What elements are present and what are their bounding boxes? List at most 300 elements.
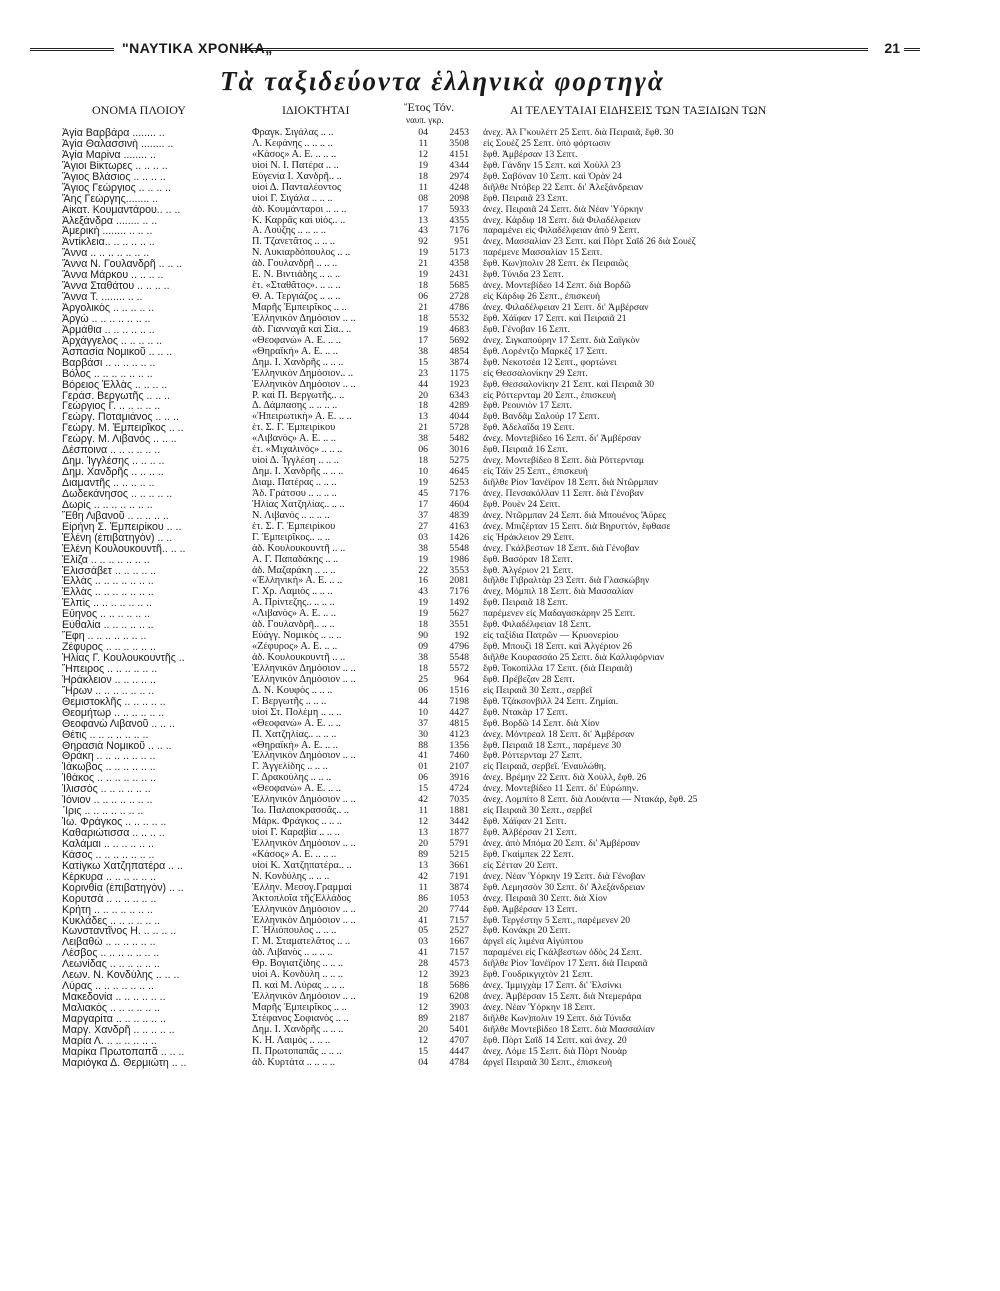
build-year: 21	[418, 303, 428, 313]
voyage-news: εἰς Κάρδιφ 26 Σεπτ., ἐπισκευὴ	[483, 292, 600, 303]
ship-owner: ἀδ. Γουλανδρῆ.. .. ..	[252, 620, 335, 631]
voyage-news: ἔφθ. Γένοβαν 16 Σεπτ.	[483, 324, 571, 335]
ship-owner: Ἑλληνικὸν Δημόσιον .. ..	[252, 992, 356, 1003]
voyage-news: ἔφθ. Ἀδελαΐδα 19 Σεπτ.	[483, 423, 575, 434]
ship-name: Ἰλισσὸς .. .. .. .. .. ..	[62, 784, 151, 796]
ship-owner: Γ. Χρ. Λαμιὸς .. .. ..	[252, 587, 333, 598]
build-year: 17	[418, 499, 428, 510]
build-year: 06	[418, 773, 428, 784]
table-row	[0, 631, 1000, 642]
ship-name: Καλάμαι .. .. .. .. .. ..	[62, 838, 154, 850]
ship-owner: Δημ. Ι. Χανδρῆς .. .. ..	[252, 467, 344, 478]
gross-tonnage: 3442	[449, 817, 469, 828]
table-row	[0, 555, 1000, 566]
gross-tonnage: 1877	[449, 828, 469, 838]
voyage-news: ἔφθ. Ἀμβέρσαν 13 Σεπτ.	[483, 149, 578, 160]
ship-name: Κέρκυρα .. .. .. .. .. ..	[62, 871, 157, 883]
gross-tonnage: 1667	[449, 937, 469, 948]
ship-owner: Εὐάγγ. Νομικὸς .. .. ..	[252, 631, 342, 642]
table-row	[0, 741, 1000, 752]
voyage-news: διῆλθε Γιβραλτὰρ 23 Σεπτ. διὰ Γλασκώβην	[483, 576, 650, 587]
table-row	[0, 708, 1000, 719]
table-row	[0, 861, 1000, 872]
table-row	[0, 916, 1000, 927]
table-row	[0, 434, 1000, 445]
gross-tonnage: 2728	[449, 292, 469, 303]
voyage-news: ἔφθ. Ἀλγέριον 21 Σεπτ.	[483, 565, 574, 576]
table-row	[0, 970, 1000, 981]
ship-owner: Ἑλληνικὸν Δημόσιον .. ..	[252, 674, 356, 685]
ship-name: Ἁγία Θαλασσινὴ ........ ..	[62, 138, 174, 150]
ship-name: Δημ. Χανδρῆς .. .. .. ..	[62, 467, 164, 478]
column-header-owner: ΙΔΙΟΚΤΗΤΑΙ	[282, 103, 350, 117]
header-rule	[240, 48, 868, 51]
build-year: 37	[418, 510, 428, 521]
build-year: 89	[418, 1013, 428, 1024]
ship-name: Ἰάκωβος .. .. .. .. .. ..	[62, 762, 156, 774]
ship-owner: υἱοὶ Α. Κονδύλη .. .. ..	[252, 970, 344, 981]
ship-owner: Γ. Βεργωτῆς .. .. ..	[252, 696, 327, 707]
voyage-news: ἔφθ. Θεσσαλονίκην 21 Σεπτ. καὶ Πειραιᾶ 30	[483, 379, 655, 390]
ship-name: Ἔφη .. .. .. .. .. .. ..	[62, 631, 147, 643]
gross-tonnage: 4248	[449, 182, 469, 193]
ship-name: Ἰόνιον .. .. .. .. .. .. ..	[62, 795, 153, 807]
ship-owner: Ν. Λυκιαρδόπουλος .. ..	[252, 248, 351, 259]
gross-tonnage: 6343	[449, 390, 469, 401]
gross-tonnage: 4123	[449, 729, 469, 740]
gross-tonnage: 5548	[449, 543, 469, 554]
gross-tonnage: 4839	[449, 510, 469, 521]
build-year: 37	[418, 718, 428, 729]
ship-name: Καθαριώτισσα .. .. .. ..	[62, 828, 165, 839]
gross-tonnage: 4786	[449, 303, 469, 313]
ship-owner: Εὐγενία Ι. Χανδρῆ.. ..	[252, 171, 342, 182]
ship-name: Ζέφυρος .. .. .. .. .. ..	[62, 642, 156, 653]
gross-tonnage: 3661	[449, 860, 469, 871]
gross-tonnage: 6208	[449, 992, 469, 1003]
ship-name: Ἅης Γεώργης........ ..	[62, 193, 159, 205]
build-year: 18	[418, 171, 428, 182]
gross-tonnage: 3016	[449, 445, 469, 456]
gross-tonnage: 4784	[449, 1057, 469, 1068]
gross-tonnage: 1923	[449, 379, 469, 390]
table-row	[0, 664, 1000, 675]
table-row	[0, 839, 1000, 850]
gross-tonnage: 4151	[449, 149, 469, 160]
voyage-news: ἀνεχ. Λόμε 15 Σεπτ. διὰ Πὸρτ Νουὰρ	[483, 1046, 627, 1057]
voyage-news: ἔφθ. Φιλαδέλφειαν 18 Σεπτ.	[483, 620, 592, 631]
ship-owner: υἱοὶ Γ. Σιγάλα .. .. ..	[252, 193, 333, 204]
table-row	[0, 948, 1000, 959]
table-row	[0, 686, 1000, 697]
ship-owner: «Θηραϊκὴ» Α. Ε. .. ..	[252, 740, 338, 751]
voyage-news: διῆλθε Ρίον Ἰανέϊρον 17 Σεπτ. διὰ Πειραιᾶ	[483, 959, 648, 970]
ship-name: Ἑλένη (ἐπιβατηγὸν) .. ..	[62, 532, 173, 544]
voyage-news: ἔφθ. Νεκοτσέα 12 Σεπτ., φορτώνει	[483, 357, 617, 368]
build-year: 01	[418, 762, 428, 773]
gross-tonnage: 3903	[449, 1003, 469, 1013]
ship-owner: «Κάσος» Α. Ε. .. .. ..	[252, 849, 337, 860]
gross-tonnage: 7744	[449, 904, 469, 915]
build-year: 11	[418, 138, 428, 149]
voyage-news: ἔφθ. Ρουὲν 24 Σεπτ.	[483, 499, 561, 510]
gross-tonnage: 4815	[449, 718, 469, 729]
build-year: 43	[418, 587, 428, 598]
ship-name: Λεωνίδας .. .. .. .. .. ..	[62, 959, 160, 971]
build-year: 15	[418, 357, 428, 368]
table-row	[0, 675, 1000, 686]
gross-tonnage: 1492	[449, 598, 469, 609]
ship-owner: «Ζέφυρος» Α. Ε. .. ..	[252, 642, 338, 653]
gross-tonnage: 7198	[449, 696, 469, 707]
ship-name: Ἁρμάθια .. .. .. .. .. ..	[62, 324, 155, 336]
ship-name: Κορυτσὰ .. .. .. .. .. ..	[62, 893, 157, 905]
ship-table	[0, 128, 1000, 1069]
gross-tonnage: 2527	[449, 926, 469, 937]
build-year: 13	[418, 828, 428, 838]
voyage-news: ἀνεχ. Πειραιᾶ 24 Σεπτ. διὰ Νέαν Ὑόρκην	[483, 204, 644, 215]
table-row	[0, 314, 1000, 325]
voyage-news: ἔφθ. Λορέντζο Μαρκὲζ 17 Σεπτ.	[483, 346, 608, 357]
table-row	[0, 992, 1000, 1003]
ship-name: Μαρίκα Πρωτοπαπᾶ .. .. ..	[62, 1046, 185, 1058]
ship-name: Θεμιστοκλῆς .. .. .. .. ..	[62, 696, 166, 708]
gross-tonnage: 951	[454, 237, 469, 248]
voyage-news: ἀνεχ. Μοντεβίδεο 16 Σεπτ. δι' Ἀμβέρσαν	[483, 434, 641, 445]
gross-tonnage: 4044	[449, 412, 469, 423]
voyage-news: διῆλθε Κων)πολιν 19 Σεπτ. διὰ Τύνιδα	[483, 1013, 631, 1024]
ship-owner: ἀδ. Κυρτάτα .. .. .. ..	[252, 1057, 336, 1068]
gross-tonnage: 5401	[449, 1024, 469, 1035]
voyage-news: ἀνεχ. Φιλαδέλφειαν 21 Σεπτ. δι' Ἀμβέρσαν	[483, 303, 649, 313]
ship-owner: Π. καὶ Μ. Λύρας .. .. ..	[252, 981, 345, 992]
build-year: 19	[418, 598, 428, 609]
ship-name: Ἀργὼ .. .. .. .. .. .. ..	[62, 313, 151, 325]
table-row	[0, 598, 1000, 609]
ship-owner: Ἑλληνικὸν Δημόσιον.. ..	[252, 368, 354, 379]
table-row	[0, 172, 1000, 183]
voyage-news: ἔφθ. Γκαίμπεκ 22 Σεπτ.	[483, 849, 574, 860]
gross-tonnage: 4163	[449, 521, 469, 532]
ship-name: Γεώργ. Μ. Λιβανὸς .. .. ..	[62, 434, 177, 446]
ship-name: Ἀσπασία Νομικοῦ .. .. ..	[62, 346, 173, 358]
build-year: 27	[418, 521, 428, 532]
gross-tonnage: 4344	[449, 160, 469, 171]
voyage-news: ἀνεχ. Μόντρεαλ 18 Σεπτ. δι' Ἀμβέρσαν	[483, 729, 635, 740]
build-year: 22	[418, 565, 428, 576]
gross-tonnage: 2974	[449, 171, 469, 182]
voyage-news: ἔφθ. Χάϊφαν 17 Σεπτ. καὶ Πειραιᾶ 21	[483, 313, 627, 324]
table-row	[0, 981, 1000, 992]
table-row	[0, 544, 1000, 555]
ship-name: Δωρὶς .. .. .. .. .. .. ..	[62, 499, 153, 511]
voyage-news: ἀργεῖ εἰς λιμένα Αἰγύπτου	[483, 937, 583, 948]
ship-name: Μαργ. Χανδρῆ .. .. .. .. ..	[62, 1024, 175, 1036]
voyage-news: ἔφθ. Βανδᾶμ Σαλούρ 17 Σεπτ.	[483, 412, 600, 423]
build-year: 16	[418, 576, 428, 587]
voyage-news: ἔφθ. Γουδρικγιχτὸν 21 Σεπτ.	[483, 970, 593, 981]
voyage-news: ἔφθ. Λεμησσὸν 30 Σεπτ. δι' Ἀλεξάνδρειαν	[483, 882, 645, 893]
table-row	[0, 205, 1000, 216]
ship-name: Εἰρήνη Σ. Ἐμπειρίκου .. ..	[62, 521, 182, 533]
build-year: 30	[418, 729, 428, 740]
ship-name: Αἰκατ. Κουμαντάρου.. .. ..	[62, 204, 181, 216]
build-year: 43	[418, 226, 428, 237]
ship-owner: ἀδ. Κουλουκουντῆ .. ..	[252, 543, 346, 554]
ship-name: Βόρειος Ἑλλὰς .. .. .. ..	[62, 379, 168, 391]
gross-tonnage: 4447	[449, 1046, 469, 1057]
voyage-news: εἰς Ρόττερνταμ 20 Σεπτ., ἐπισκευὴ	[483, 390, 616, 401]
ship-owner: ἑτ. «Σταθᾶτος». .. .. ..	[252, 281, 341, 292]
build-year: 05	[418, 926, 428, 937]
ship-name: Ἄννα Μάρκου .. .. .. ..	[62, 270, 164, 282]
gross-tonnage: 1986	[449, 554, 469, 565]
build-year: 18	[418, 663, 428, 674]
build-year: 13	[418, 215, 428, 226]
voyage-news: παρέμενε Μασσαλίαν 15 Σεπτ.	[483, 248, 603, 259]
ship-owner: ἑτ. «Μιχαλινὸς» .. .. ..	[252, 445, 343, 456]
gross-tonnage: 5572	[449, 663, 469, 674]
ship-owner: Ἀκτοπλοΐα τῆςἙλλάδος	[252, 893, 351, 904]
voyage-news: ἔφθ. Χάϊφαν 21 Σεπτ.	[483, 817, 567, 828]
voyage-news: ἀνεχ. Μόμπιλ 18 Σεπτ. διὰ Μασσαλίαν	[483, 587, 634, 598]
gross-tonnage: 3508	[449, 138, 469, 149]
ship-name: Ἤπειρος .. .. .. .. .. ..	[62, 663, 158, 675]
gross-tonnage: 7157	[449, 915, 469, 926]
voyage-news: ἔφθ. Τεργέστην 5 Σεπτ., παρέμενεν 20	[483, 915, 631, 926]
ship-name: Γεώργ. Μ. Ἐμπειρῖκος .. ..	[62, 423, 184, 435]
table-row	[0, 303, 1000, 314]
voyage-news: εἰς Πειραιᾶ 30 Σεπτ., σερβεῖ	[483, 806, 593, 817]
gross-tonnage: 2431	[449, 270, 469, 281]
build-year: 11	[418, 882, 428, 893]
table-row	[0, 883, 1000, 894]
voyage-news: ἔφθ. Κων)πολιν 28 Σεπτ. ἐκ Πειραιῶς	[483, 259, 629, 270]
table-row	[0, 905, 1000, 916]
table-row	[0, 806, 1000, 817]
table-row	[0, 653, 1000, 664]
voyage-news: διῆλθε Ρίον Ἰανέϊρον 18 Σεπτ. διὰ Ντῶρμπαν	[483, 478, 658, 488]
build-year: 19	[418, 270, 428, 281]
ship-name: Ἄννα .. .. .. .. .. .. ..	[62, 248, 150, 260]
table-row	[0, 478, 1000, 489]
voyage-news: εἰς Ἡράκλειον 29 Σεπτ.	[483, 532, 575, 543]
gross-tonnage: 4683	[449, 324, 469, 335]
ship-owner: ἀδ. Γουλανδρῆ .. .. ..	[252, 259, 338, 270]
gross-tonnage: 1175	[449, 368, 469, 379]
ship-name: Κρήτη .. .. .. .. .. .. ..	[62, 904, 153, 916]
build-year: 10	[418, 467, 428, 478]
voyage-news: ἀνεχ. Ἀλ Γ'κουλέττ 25 Σεπτ. διὰ Πειραιᾶ, ἔφθ. 30	[483, 128, 674, 138]
table-row	[0, 412, 1000, 423]
ship-name: Δημ. Ἰγγλέσης .. .. .. ..	[62, 456, 165, 468]
gross-tonnage: 4604	[449, 499, 469, 510]
ship-name: Μακεδονία .. .. .. .. .. ..	[62, 992, 166, 1003]
build-year: 41	[418, 751, 428, 762]
table-row	[0, 566, 1000, 577]
voyage-news: εἰς Τάϊν 25 Σεπτ., ἐπισκευὴ	[483, 467, 588, 478]
table-row	[0, 194, 1000, 205]
ship-name: Λέσβος .. .. .. .. .. .. ..	[62, 948, 160, 960]
voyage-news: ἀνεχ. Νέαν Ὑόρκην 19 Σεπτ. διὰ Γένοβαν	[483, 871, 646, 882]
ship-owner: Ἑλληνικὸν Δημόσιον .. ..	[252, 904, 356, 915]
ship-name: Ἑλένη Κουλουκουντῆ.. .. ..	[62, 543, 186, 555]
voyage-news: ἀνεχ. Πενσακόλλαν 11 Σεπτ. διὰ Γένοβαν	[483, 488, 644, 499]
table-row	[0, 576, 1000, 587]
ship-name: Διαμαντῆς .. .. .. .. ..	[62, 478, 155, 489]
table-row	[0, 347, 1000, 358]
voyage-news: παραμένει εἰς Γκάλβεστων ὁδὸς 24 Σεπτ.	[483, 948, 642, 959]
ship-owner: ἑτ. Σ. Γ. Ἐμπειρίκου	[252, 423, 336, 434]
build-year: 19	[418, 554, 428, 565]
build-year: 18	[418, 620, 428, 631]
build-year: 11	[418, 806, 428, 817]
table-row	[0, 248, 1000, 259]
ship-name: Ἡλίας Γ. Κουλουκουντῆς ..	[62, 653, 185, 664]
build-year: 17	[418, 204, 428, 215]
ship-owner: ἀδ. Μαζαράκη .. .. ..	[252, 565, 336, 576]
ship-name: Μαριόγκα Δ. Θερμιώτη .. ..	[62, 1057, 187, 1069]
ship-owner: Ν. Κονδύλης .. .. ..	[252, 871, 330, 882]
voyage-news: ἀνεχ. Νέαν Ὑόρκην 18 Σεπτ.	[483, 1003, 596, 1013]
build-year: 20	[418, 904, 428, 915]
ship-name: Λεων. Ν. Κονδύλης .. .. ..	[62, 970, 180, 982]
build-year: 18	[418, 281, 428, 292]
build-year: 03	[418, 532, 428, 543]
table-row	[0, 937, 1000, 948]
ship-name: Βαρβάσι .. .. .. .. .. ..	[62, 357, 156, 369]
table-row	[0, 216, 1000, 227]
ship-owner: «Θηραϊκὴ» Α. Ε. .. ..	[252, 346, 338, 357]
voyage-news: παρέμενεν εἰς Μαδαγασκάρην 25 Σεπτ.	[483, 609, 636, 620]
ship-name: Βόλος .. .. .. .. .. .. ..	[62, 368, 153, 380]
ship-owner: «Ἑλληνικὴ» Α. Ε. .. ..	[252, 576, 343, 587]
gross-tonnage: 7157	[449, 948, 469, 959]
build-year: 17	[418, 335, 428, 346]
gross-tonnage: 4289	[449, 401, 469, 412]
ship-owner: «Ἠπειρωτικὴ» Α. Ε. .. ..	[252, 412, 352, 423]
ship-name: Ἅγιος Γεώργιος .. .. .. ..	[62, 182, 172, 194]
ship-owner: Α. Λούζης .. .. .. ..	[252, 226, 326, 237]
table-row	[0, 281, 1000, 292]
gross-tonnage: 5173	[449, 248, 469, 259]
gross-tonnage: 3923	[449, 970, 469, 981]
build-year: 38	[418, 346, 428, 357]
ship-name: Ἄννα Σταθάτου .. .. .. ..	[62, 281, 170, 293]
build-year: 23	[418, 368, 428, 379]
ship-owner: Ἑλληνικὸν Δημόσιον .. ..	[252, 751, 356, 762]
gross-tonnage: 5532	[449, 313, 469, 324]
voyage-news: διῆλθε Κουρασσάο 25 Σεπτ. διὰ Καλλιφόρνιαν	[483, 653, 665, 663]
voyage-news: ἀνεχ. Μοντεβίδεο 11 Σεπτ. δι' Εὐρώπην.	[483, 784, 639, 795]
table-row	[0, 489, 1000, 500]
ship-owner: Κ. Η. Λαιμὸς .. .. ..	[252, 1035, 331, 1046]
build-year: 13	[418, 412, 428, 423]
build-year: 18	[418, 981, 428, 992]
gross-tonnage: 3874	[449, 357, 469, 368]
table-row	[0, 456, 1000, 467]
ship-name: Κυκλάδες .. .. .. .. .. ..	[62, 915, 161, 927]
table-row	[0, 817, 1000, 828]
ship-name: Ἁγία Βαρβάρα ........ ..	[62, 128, 165, 139]
build-year: 11	[418, 182, 428, 193]
table-row	[0, 642, 1000, 653]
table-row	[0, 139, 1000, 150]
gross-tonnage: 7176	[449, 226, 469, 237]
build-year: 42	[418, 795, 428, 806]
gross-tonnage: 4358	[449, 259, 469, 270]
ship-name: Θράκη .. .. .. .. .. .. ..	[62, 751, 156, 763]
ship-owner: υἱοὶ Γ. Καραβία .. .. ..	[252, 828, 340, 838]
voyage-news: ἀνεχ. Πειραιᾶ 30 Σεπτ. διὰ Χίον	[483, 893, 608, 904]
ship-owner: Π. Τζανετᾶτος .. .. ..	[252, 237, 336, 248]
voyage-news: εἰς Σουὲζ 25 Σεπτ. ὑπὸ φόρτωσιν	[483, 138, 611, 149]
voyage-news: διῆλθε Ντόβερ 22 Σεπτ. δι' Ἀλεξάνδρειαν	[483, 182, 643, 193]
voyage-news: ἀνεχ. Γκάλβεστων 18 Σεπτ. διὰ Γένοβαν	[483, 543, 639, 554]
ship-owner: «Λιβανὸς» Α. Ε. .. ..	[252, 609, 336, 620]
build-year: 18	[418, 456, 428, 467]
ship-name: Ἡράκλειον .. .. .. .. ..	[62, 674, 156, 686]
build-year: 90	[418, 631, 428, 642]
ship-owner: Α. Πρίντεζης.. .. .. ..	[252, 598, 335, 609]
column-header-name: ΟΝΟΜΑ ΠΛΟΙΟΥ	[92, 103, 186, 117]
voyage-news: ἀνεχ. Κάρδιφ 18 Σεπτ. διὰ Φιλαδέλφειαν	[483, 215, 641, 226]
ship-owner: Α. Γ. Παπαδάκης .. ..	[252, 554, 339, 565]
gross-tonnage: 3551	[449, 620, 469, 631]
ship-owner: Π. Πρωτοπαπᾶς .. .. ..	[252, 1046, 342, 1057]
gross-tonnage: 2107	[449, 762, 469, 773]
ship-owner: ἀδ. Κουμάνταροι .. .. ..	[252, 204, 347, 215]
ship-name: Δωδεκάνησος .. .. .. .. ..	[62, 488, 173, 500]
ship-name: Ἄννα Ν. Γουλανδρῆ .. .. ..	[62, 259, 183, 271]
gross-tonnage: 964	[454, 674, 469, 685]
gross-tonnage: 4645	[449, 467, 469, 478]
gross-tonnage: 1356	[449, 740, 469, 751]
build-year: 04	[418, 1057, 428, 1068]
ship-name: Ἰω. Φράγκος .. .. .. .. ..	[62, 817, 167, 828]
page-header	[30, 40, 920, 58]
ship-name: Ἀντίκλεια.. .. .. .. .. ..	[62, 237, 155, 249]
voyage-news: ἔφθ. Τοκοπίλλα 17 Σεπτ. (διὰ Πειραιᾶ)	[483, 663, 633, 674]
table-row	[0, 150, 1000, 161]
gross-tonnage: 3874	[449, 882, 469, 893]
build-year: 15	[418, 1046, 428, 1057]
ship-owner: Μαρῆς Ἐμπειρῖκος .. ..	[252, 1003, 347, 1013]
ship-owner: Ἑλληνικὸν Δημόσιον .. ..	[252, 838, 356, 849]
voyage-news: ἔφθ. Κονάκρι 20 Σεπτ.	[483, 926, 571, 937]
column-header-year-ton: Ἔτος Τόν.	[404, 100, 455, 114]
build-year: 12	[418, 817, 428, 828]
voyage-news: ἀνεχ. Ἰμμιγχὰμ 17 Σεπτ. δι' Ἑλσίνκι	[483, 981, 622, 992]
table-row	[0, 380, 1000, 391]
build-year: 19	[418, 609, 428, 620]
ship-owner: «Κάσος» Α. Ε. .. .. ..	[252, 149, 337, 160]
table-row	[0, 1014, 1000, 1025]
table-row	[0, 697, 1000, 708]
ship-owner: Θρ. Βογιατζίδης .. .. ..	[252, 959, 344, 970]
ship-name: Λειβαθὼ .. .. .. .. .. ..	[62, 937, 156, 949]
gross-tonnage: 3916	[449, 773, 469, 784]
voyage-news: ἔφθ. Ρεουνιὸν 17 Σεπτ.	[483, 401, 573, 412]
build-year: 19	[418, 324, 428, 335]
build-year: 20	[418, 1024, 428, 1035]
gross-tonnage: 5215	[449, 849, 469, 860]
ship-owner: Ἑλληνικὸν Δημόσιον .. ..	[252, 915, 356, 926]
voyage-news: παραμένει εἰς Φιλαδέλφειαν ἀπὸ 9 Σεπτ.	[483, 226, 640, 237]
ship-owner: «Θεοφανὼ» Α. Ε. .. ..	[252, 335, 341, 346]
ship-owner: ἀδ. Γιανναγᾶ καὶ Σία.. ..	[252, 324, 352, 335]
table-row	[0, 609, 1000, 620]
